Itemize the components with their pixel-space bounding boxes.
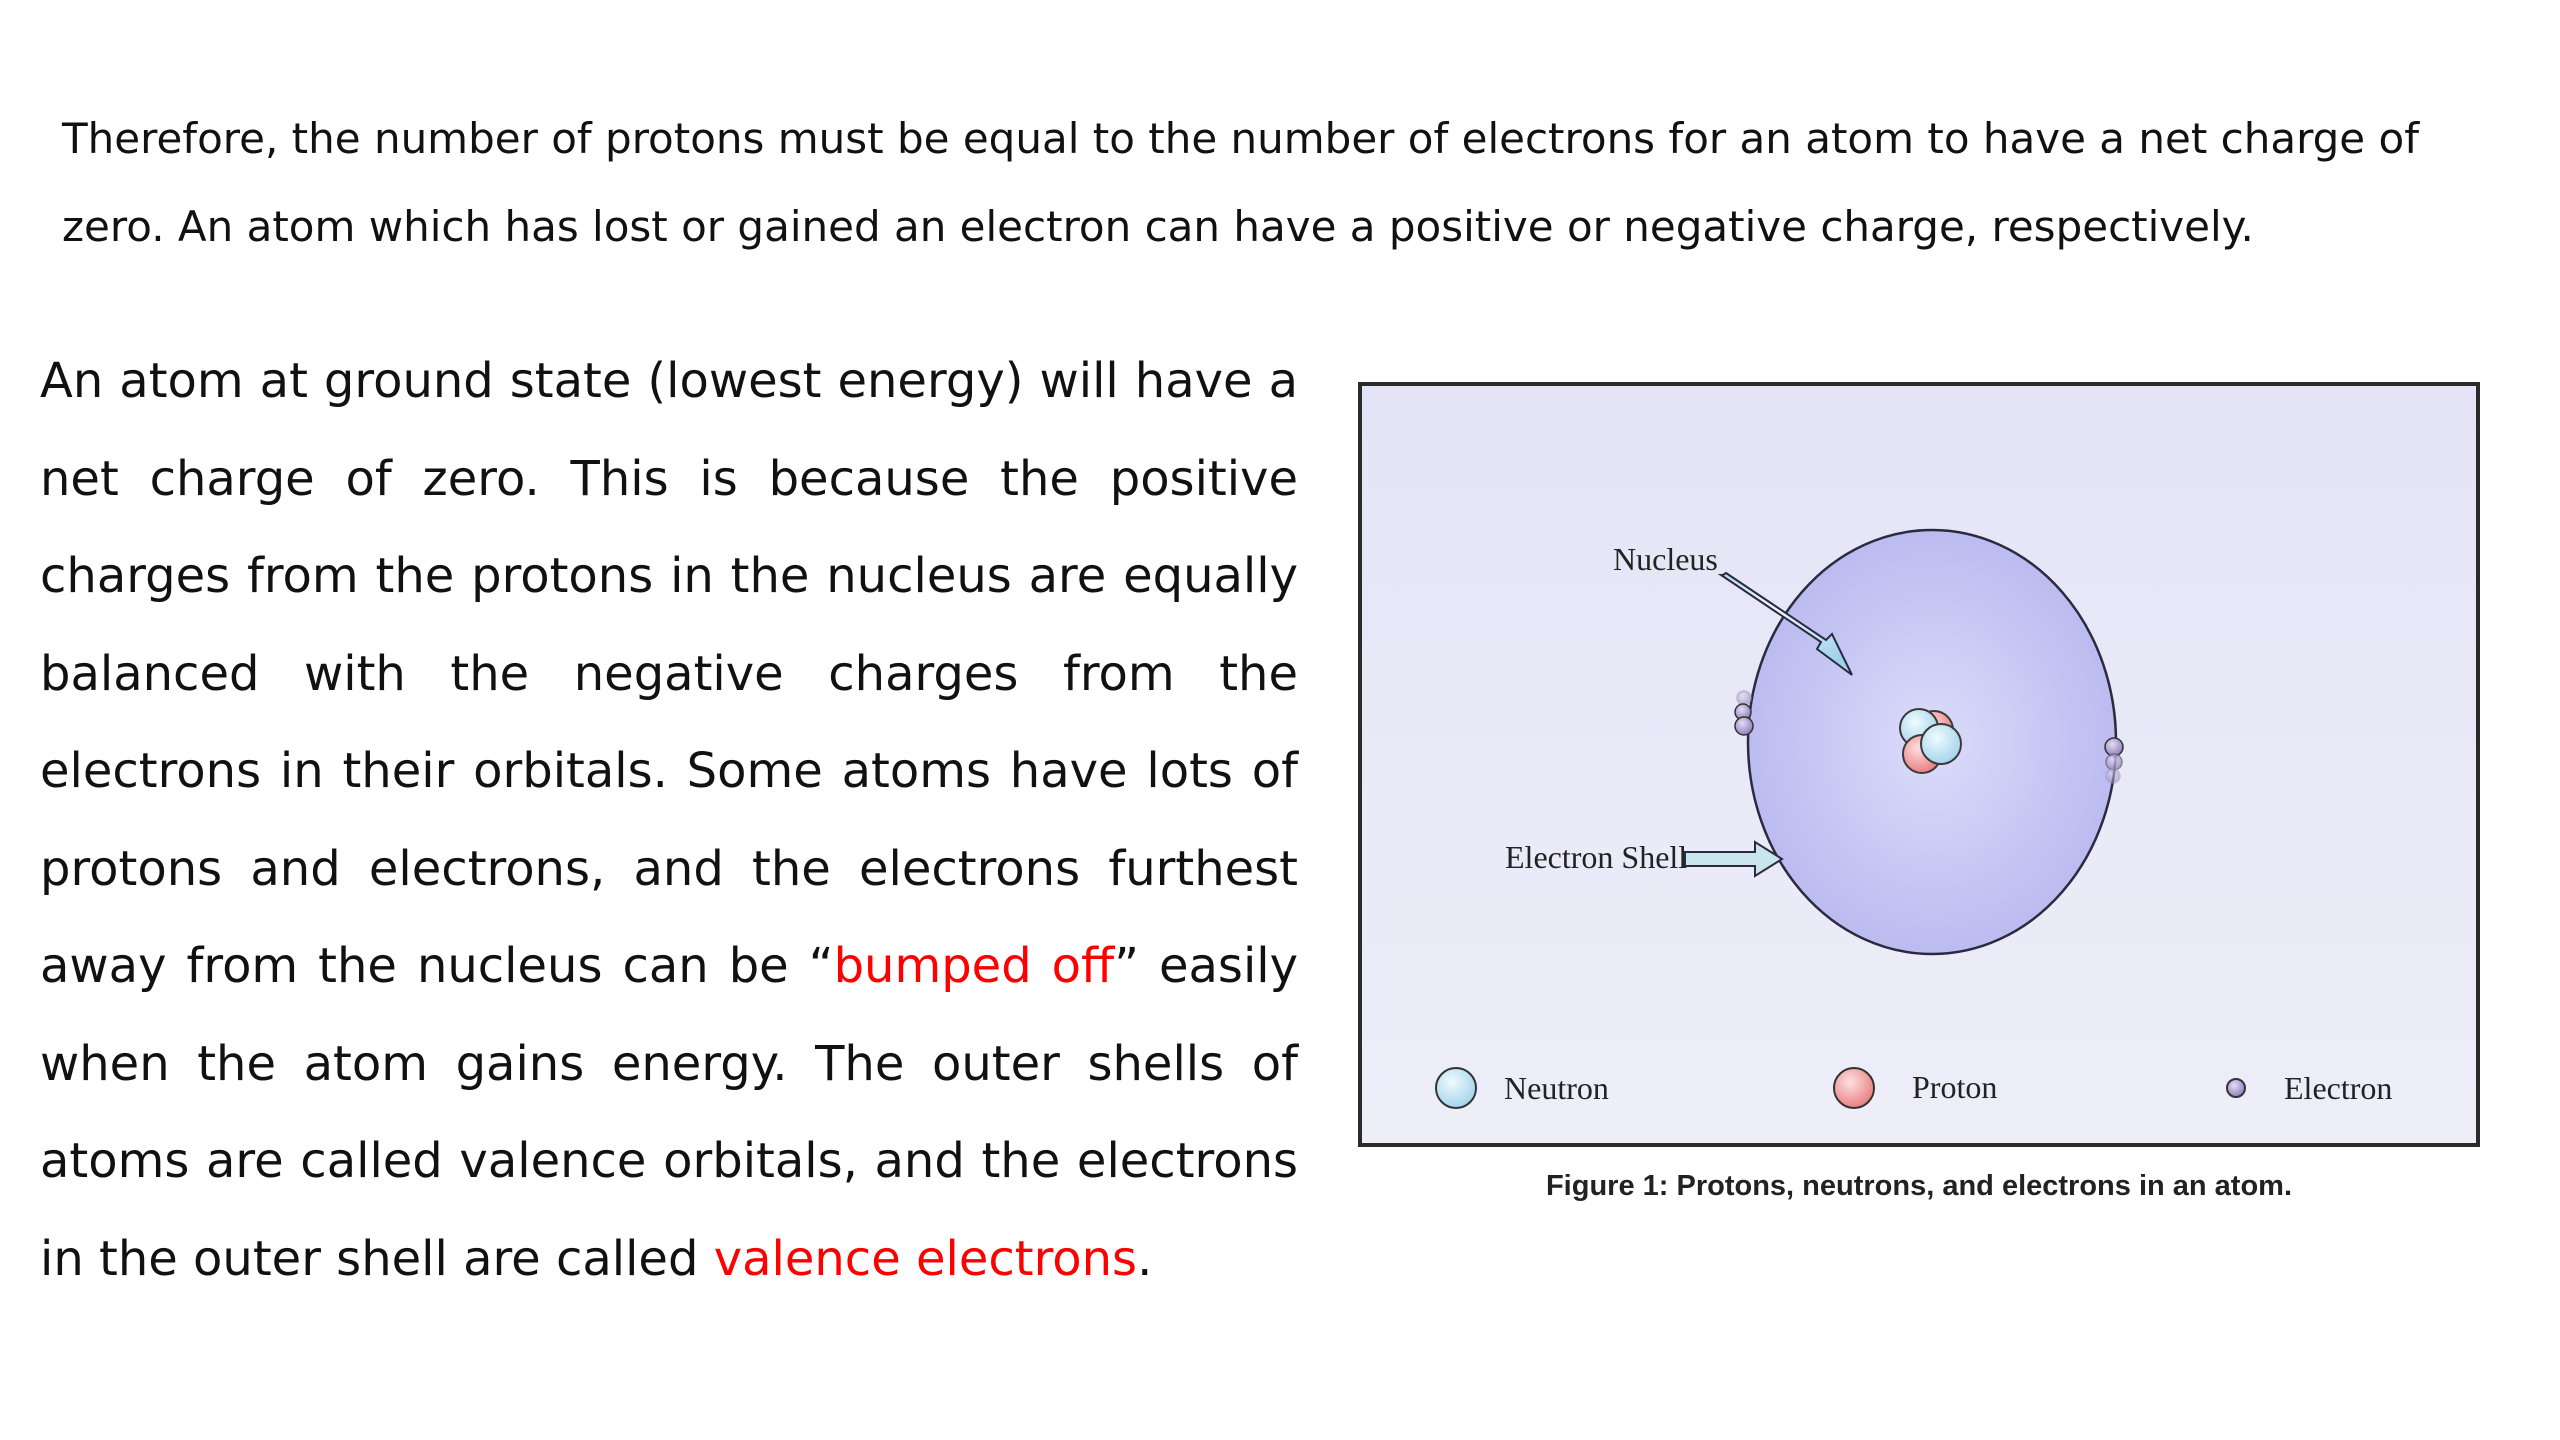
- proton-legend-icon: [1834, 1068, 1874, 1108]
- electron-icon: [2106, 769, 2120, 783]
- nucleus-neutron-icon: [1921, 724, 1961, 764]
- atom-figure: [1358, 382, 2480, 1147]
- electron-icon: [2106, 754, 2122, 770]
- highlight-bumped-off: bumped off: [833, 938, 1115, 994]
- body-text-part-2: ” easily when the atom gains energy. The outer shells of atoms are called valence orbitals, and the electrons in the outer shell are called: [40, 938, 1299, 1287]
- electron-icon: [1735, 717, 1753, 735]
- atom-diagram: [1362, 386, 2476, 1143]
- body-paragraph: [40, 333, 1298, 1308]
- right-electrons: [2105, 738, 2123, 783]
- legend: [1436, 1068, 2392, 1108]
- body-text-part-1: An atom at ground state (lowest energy) will have a net charge of zero. This is because the positive charges from the protons in the nucleus are equally balanced with the negative charges from the electrons in their orbitals. Some atoms have lots of protons and electrons, and the electrons furthest away from the nucleus can be “: [40, 353, 1298, 994]
- proton-legend-label: Proton: [1912, 1069, 1998, 1105]
- body-text-part-3: .: [1137, 1230, 1153, 1287]
- electron-legend-label: Electron: [2284, 1070, 2393, 1106]
- neutron-legend-label: Neutron: [1504, 1070, 1609, 1106]
- electron-icon: [1737, 691, 1751, 705]
- intro-paragraph: Therefore, the number of protons must be equal to the number of electrons for an atom to have a net charge of zero. An atom which has lost or gained an electron can have a positive or negative charge, respectively.: [62, 114, 2419, 251]
- figure-caption: Figure 1: Protons, neutrons, and electrons in an atom.: [1545, 1170, 2293, 1202]
- left-electrons: [1735, 691, 1753, 735]
- nucleus-label: Nucleus: [1613, 541, 1718, 577]
- electron-legend-icon: [2227, 1079, 2245, 1097]
- highlight-valence-electrons: valence electrons: [713, 1230, 1138, 1287]
- electron-shell-label: Electron Shell: [1505, 839, 1688, 875]
- neutron-legend-icon: [1436, 1068, 1476, 1108]
- shell-arrow-icon: [1685, 842, 1782, 876]
